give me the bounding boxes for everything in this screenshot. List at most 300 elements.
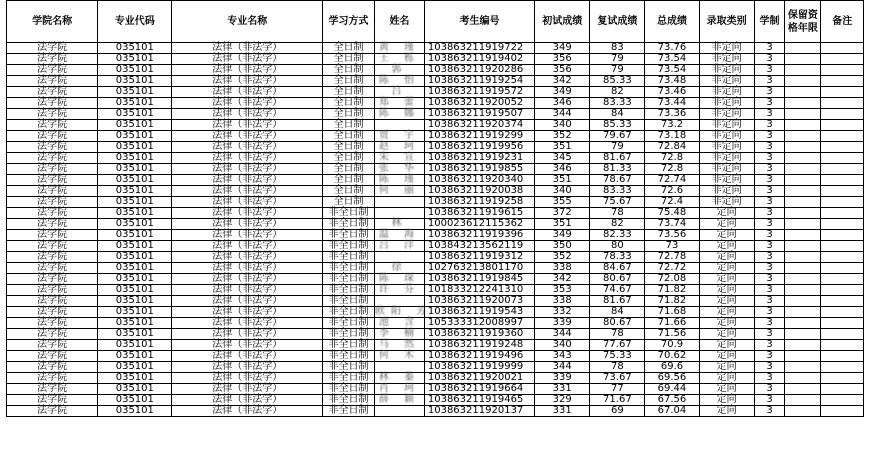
- cell-college: 法学院: [7, 120, 98, 131]
- cell-name: [375, 274, 425, 285]
- cell-admission-type: 非定向: [699, 142, 754, 153]
- cell-major-name: 法律（非法学）: [172, 274, 323, 285]
- cell-candidate-id: 101833212241310: [424, 285, 534, 296]
- cell-major-code: 035101: [98, 164, 172, 175]
- cell-duration: 3: [754, 263, 785, 274]
- cell-retest-score: 82: [590, 87, 645, 98]
- cell-candidate-id: 103863211919360: [424, 329, 534, 340]
- cell-study-mode: 非全日制: [323, 395, 375, 406]
- cell-major-name: 法律（非法学）: [172, 384, 323, 395]
- cell-duration: 3: [754, 197, 785, 208]
- cell-major-name: 法律（非法学）: [172, 65, 323, 76]
- cell-major-name: 法律（非法学）: [172, 406, 323, 417]
- cell-duration: 3: [754, 186, 785, 197]
- cell-prelim-score: 351: [535, 219, 590, 230]
- cell-study-mode: 非全日制: [323, 329, 375, 340]
- cell-candidate-id: 102763213801170: [424, 263, 534, 274]
- cell-reserve-years: [785, 76, 821, 87]
- cell-total-score: 69.56: [645, 373, 699, 384]
- cell-total-score: 72.8: [645, 153, 699, 164]
- table-row: [7, 54, 864, 65]
- cell-total-score: 72.8: [645, 164, 699, 175]
- table-row: [7, 43, 864, 54]
- cell-study-mode: 非全日制: [323, 373, 375, 384]
- cell-total-score: 71.82: [645, 285, 699, 296]
- cell-candidate-id: 103863211919402: [424, 54, 534, 65]
- cell-remarks: [821, 307, 864, 318]
- masked-name: 徐: [391, 262, 408, 273]
- cell-retest-score: 73.67: [590, 373, 645, 384]
- cell-admission-type: 非定向: [699, 131, 754, 142]
- table-row: [7, 329, 864, 340]
- masked-name: 陈 娜: [378, 108, 421, 119]
- cell-major-name: 法律（非法学）: [172, 395, 323, 406]
- cell-candidate-id: 103863211920021: [424, 373, 534, 384]
- cell-reserve-years: [785, 65, 821, 76]
- masked-name: 郑 蕾: [378, 97, 421, 108]
- cell-remarks: [821, 109, 864, 120]
- cell-candidate-id: 103863211919722: [424, 43, 534, 54]
- masked-name: 许 芬: [378, 284, 421, 295]
- masked-name: 赵 珂: [378, 141, 421, 152]
- cell-study-mode: 非全日制: [323, 219, 375, 230]
- cell-admission-type: 定向: [699, 318, 754, 329]
- cell-study-mode: 全日制: [323, 54, 375, 65]
- cell-prelim-score: 340: [535, 186, 590, 197]
- cell-duration: 3: [754, 219, 785, 230]
- cell-college: 法学院: [7, 329, 98, 340]
- cell-major-name: 法律（非法学）: [172, 43, 323, 54]
- cell-prelim-score: 332: [535, 307, 590, 318]
- cell-study-mode: 全日制: [323, 131, 375, 142]
- cell-major-code: 035101: [98, 362, 172, 373]
- cell-admission-type: 非定向: [699, 76, 754, 87]
- cell-college: 法学院: [7, 307, 98, 318]
- cell-college: 法学院: [7, 175, 98, 186]
- cell-candidate-id: 103863211919956: [424, 142, 534, 153]
- cell-major-name: 法律（非法学）: [172, 131, 323, 142]
- cell-remarks: [821, 197, 864, 208]
- cell-major-code: 035101: [98, 230, 172, 241]
- cell-major-name: 法律（非法学）: [172, 362, 323, 373]
- cell-admission-type: 非定向: [699, 186, 754, 197]
- cell-remarks: [821, 230, 864, 241]
- cell-remarks: [821, 252, 864, 263]
- cell-candidate-id: 103863211919572: [424, 87, 534, 98]
- cell-prelim-score: 338: [535, 296, 590, 307]
- table-row: [7, 384, 864, 395]
- cell-major-name: 法律（非法学）: [172, 318, 323, 329]
- table-row: [7, 142, 864, 153]
- cell-candidate-id: 103863211919507: [424, 109, 534, 120]
- cell-college: 法学院: [7, 197, 98, 208]
- cell-duration: 3: [754, 329, 785, 340]
- cell-name: [375, 263, 425, 274]
- cell-major-name: 法律（非法学）: [172, 186, 323, 197]
- cell-remarks: [821, 318, 864, 329]
- cell-name: [375, 318, 425, 329]
- cell-total-score: 71.66: [645, 318, 699, 329]
- cell-total-score: 72.78: [645, 252, 699, 263]
- masked-name: 何 木: [378, 350, 421, 361]
- cell-remarks: [821, 351, 864, 362]
- table-row: [7, 131, 864, 142]
- cell-college: 法学院: [7, 153, 98, 164]
- cell-college: 法学院: [7, 65, 98, 76]
- cell-retest-score: 77: [590, 384, 645, 395]
- cell-candidate-id: 103863211919396: [424, 230, 534, 241]
- cell-admission-type: 非定向: [699, 175, 754, 186]
- cell-name: [375, 153, 425, 164]
- table-row: [7, 373, 864, 384]
- header-candidate-id: 考生编号: [424, 1, 534, 43]
- table-row: [7, 252, 864, 263]
- cell-total-score: 67.56: [645, 395, 699, 406]
- cell-major-code: 035101: [98, 274, 172, 285]
- cell-remarks: [821, 186, 864, 197]
- cell-name: [375, 76, 425, 87]
- cell-reserve-years: [785, 153, 821, 164]
- masked-name: 陈 琛: [378, 273, 421, 284]
- cell-prelim-score: 356: [535, 54, 590, 65]
- table-row: [7, 241, 864, 252]
- cell-total-score: 69.6: [645, 362, 699, 373]
- cell-duration: 3: [754, 296, 785, 307]
- masked-name: 欧阳 芳: [375, 306, 433, 317]
- cell-reserve-years: [785, 197, 821, 208]
- cell-prelim-score: 346: [535, 98, 590, 109]
- cell-major-code: 035101: [98, 384, 172, 395]
- table-row: [7, 109, 864, 120]
- cell-reserve-years: [785, 406, 821, 417]
- cell-study-mode: 全日制: [323, 175, 375, 186]
- cell-remarks: [821, 175, 864, 186]
- cell-major-code: 035101: [98, 263, 172, 274]
- cell-major-name: 法律（非法学）: [172, 98, 323, 109]
- cell-name: [375, 241, 425, 252]
- cell-study-mode: 非全日制: [323, 384, 375, 395]
- header-duration: 学制: [754, 1, 785, 43]
- cell-remarks: [821, 208, 864, 219]
- cell-college: 法学院: [7, 109, 98, 120]
- cell-major-name: 法律（非法学）: [172, 120, 323, 131]
- cell-admission-type: 定向: [699, 230, 754, 241]
- cell-total-score: 71.82: [645, 296, 699, 307]
- cell-name: [375, 329, 425, 340]
- cell-college: 法学院: [7, 384, 98, 395]
- cell-total-score: 72.4: [645, 197, 699, 208]
- masked-name: 吕 洋: [378, 240, 421, 251]
- cell-candidate-id: 103863211919615: [424, 208, 534, 219]
- cell-retest-score: 78: [590, 362, 645, 373]
- table-row: [7, 263, 864, 274]
- cell-duration: 3: [754, 274, 785, 285]
- cell-reserve-years: [785, 43, 821, 54]
- cell-college: 法学院: [7, 131, 98, 142]
- cell-reserve-years: [785, 340, 821, 351]
- cell-remarks: [821, 395, 864, 406]
- cell-major-code: 035101: [98, 87, 172, 98]
- cell-major-code: 035101: [98, 65, 172, 76]
- cell-remarks: [821, 164, 864, 175]
- cell-total-score: 72.72: [645, 263, 699, 274]
- cell-major-code: 035101: [98, 186, 172, 197]
- cell-name: [375, 164, 425, 175]
- cell-college: 法学院: [7, 373, 98, 384]
- cell-study-mode: 全日制: [323, 153, 375, 164]
- cell-prelim-score: 344: [535, 329, 590, 340]
- cell-major-name: 法律（非法学）: [172, 241, 323, 252]
- cell-name: [375, 54, 425, 65]
- cell-major-name: 法律（非法学）: [172, 175, 323, 186]
- cell-name: [375, 120, 425, 131]
- cell-reserve-years: [785, 120, 821, 131]
- cell-name: [375, 131, 425, 142]
- cell-study-mode: 非全日制: [323, 241, 375, 252]
- cell-prelim-score: 352: [535, 131, 590, 142]
- cell-major-code: 035101: [98, 98, 172, 109]
- cell-college: 法学院: [7, 318, 98, 329]
- masked-name: 何 丽: [378, 185, 421, 196]
- table-row: [7, 175, 864, 186]
- cell-admission-type: 定向: [699, 307, 754, 318]
- cell-prelim-score: 338: [535, 263, 590, 274]
- cell-major-code: 035101: [98, 153, 172, 164]
- cell-reserve-years: [785, 131, 821, 142]
- cell-reserve-years: [785, 142, 821, 153]
- cell-duration: 3: [754, 241, 785, 252]
- masked-name: 朱 宣: [378, 152, 421, 163]
- cell-remarks: [821, 373, 864, 384]
- cell-major-name: 法律（非法学）: [172, 263, 323, 274]
- cell-study-mode: 非全日制: [323, 252, 375, 263]
- cell-study-mode: 全日制: [323, 142, 375, 153]
- table-row: [7, 318, 864, 329]
- cell-retest-score: 79: [590, 142, 645, 153]
- cell-duration: 3: [754, 362, 785, 373]
- cell-remarks: [821, 54, 864, 65]
- cell-admission-type: 非定向: [699, 65, 754, 76]
- cell-major-name: 法律（非法学）: [172, 164, 323, 175]
- cell-retest-score: 85.33: [590, 76, 645, 87]
- cell-total-score: 73.54: [645, 65, 699, 76]
- cell-duration: 3: [754, 230, 785, 241]
- cell-duration: 3: [754, 406, 785, 417]
- cell-college: 法学院: [7, 208, 98, 219]
- cell-college: 法学院: [7, 340, 98, 351]
- cell-duration: 3: [754, 98, 785, 109]
- cell-total-score: 73: [645, 241, 699, 252]
- cell-study-mode: 非全日制: [323, 362, 375, 373]
- cell-total-score: 71.68: [645, 307, 699, 318]
- cell-prelim-score: 344: [535, 109, 590, 120]
- cell-major-code: 035101: [98, 340, 172, 351]
- cell-name: [375, 340, 425, 351]
- cell-major-code: 035101: [98, 373, 172, 384]
- cell-duration: 3: [754, 307, 785, 318]
- cell-major-name: 法律（非法学）: [172, 54, 323, 65]
- cell-remarks: [821, 340, 864, 351]
- cell-major-code: 035101: [98, 285, 172, 296]
- cell-college: 法学院: [7, 296, 98, 307]
- cell-reserve-years: [785, 329, 821, 340]
- cell-admission-type: 定向: [699, 351, 754, 362]
- cell-prelim-score: 331: [535, 406, 590, 417]
- cell-retest-score: 82.33: [590, 230, 645, 241]
- cell-prelim-score: 346: [535, 164, 590, 175]
- cell-college: 法学院: [7, 164, 98, 175]
- cell-reserve-years: [785, 318, 821, 329]
- cell-prelim-score: 342: [535, 76, 590, 87]
- cell-prelim-score: 344: [535, 362, 590, 373]
- cell-college: 法学院: [7, 230, 98, 241]
- cell-name: [375, 406, 425, 417]
- cell-remarks: [821, 65, 864, 76]
- header-retest-score: 复试成绩: [590, 1, 645, 43]
- cell-duration: 3: [754, 76, 785, 87]
- cell-remarks: [821, 285, 864, 296]
- cell-name: [375, 373, 425, 384]
- cell-name: [375, 87, 425, 98]
- cell-retest-score: 81.67: [590, 296, 645, 307]
- cell-study-mode: 非全日制: [323, 263, 375, 274]
- cell-major-name: 法律（非法学）: [172, 153, 323, 164]
- cell-prelim-score: 349: [535, 87, 590, 98]
- cell-candidate-id: 103863211920052: [424, 98, 534, 109]
- cell-duration: 3: [754, 340, 785, 351]
- cell-remarks: [821, 87, 864, 98]
- cell-duration: 3: [754, 208, 785, 219]
- cell-name: [375, 65, 425, 76]
- cell-remarks: [821, 76, 864, 87]
- cell-major-name: 法律（非法学）: [172, 296, 323, 307]
- cell-candidate-id: 103863211919496: [424, 351, 534, 362]
- cell-retest-score: 78: [590, 208, 645, 219]
- table-row: [7, 120, 864, 131]
- cell-major-code: 035101: [98, 351, 172, 362]
- cell-retest-score: 78.33: [590, 252, 645, 263]
- cell-candidate-id: 103863211920286: [424, 65, 534, 76]
- cell-total-score: 73.46: [645, 87, 699, 98]
- cell-reserve-years: [785, 263, 821, 274]
- cell-candidate-id: 103863211919543: [424, 307, 534, 318]
- cell-candidate-id: 103863211920137: [424, 406, 534, 417]
- cell-candidate-id: 103863211920340: [424, 175, 534, 186]
- cell-admission-type: 定向: [699, 219, 754, 230]
- cell-college: 法学院: [7, 285, 98, 296]
- header-name: 姓名: [375, 1, 425, 43]
- cell-remarks: [821, 241, 864, 252]
- cell-reserve-years: [785, 98, 821, 109]
- cell-prelim-score: 343: [535, 351, 590, 362]
- cell-duration: 3: [754, 131, 785, 142]
- cell-reserve-years: [785, 351, 821, 362]
- cell-study-mode: 全日制: [323, 120, 375, 131]
- cell-retest-score: 83.33: [590, 186, 645, 197]
- table-row: [7, 340, 864, 351]
- cell-total-score: 70.9: [645, 340, 699, 351]
- table-row: [7, 219, 864, 230]
- cell-admission-type: 定向: [699, 362, 754, 373]
- cell-major-code: 035101: [98, 120, 172, 131]
- cell-duration: 3: [754, 153, 785, 164]
- header-admission-type: 录取类别: [699, 1, 754, 43]
- cell-retest-score: 80.67: [590, 318, 645, 329]
- cell-major-code: 035101: [98, 43, 172, 54]
- cell-duration: 3: [754, 175, 785, 186]
- cell-reserve-years: [785, 252, 821, 263]
- cell-major-code: 035101: [98, 109, 172, 120]
- cell-prelim-score: 356: [535, 65, 590, 76]
- cell-college: 法学院: [7, 87, 98, 98]
- cell-name: [375, 142, 425, 153]
- cell-remarks: [821, 131, 864, 142]
- cell-name: [375, 197, 425, 208]
- cell-retest-score: 74.67: [590, 285, 645, 296]
- cell-admission-type: 非定向: [699, 197, 754, 208]
- cell-study-mode: 全日制: [323, 87, 375, 98]
- admission-table: [6, 0, 864, 417]
- cell-candidate-id: 103863211920038: [424, 186, 534, 197]
- cell-major-code: 035101: [98, 197, 172, 208]
- cell-reserve-years: [785, 186, 821, 197]
- masked-name: 贾 宇: [378, 130, 421, 141]
- cell-prelim-score: 349: [535, 43, 590, 54]
- cell-retest-score: 75.33: [590, 351, 645, 362]
- cell-reserve-years: [785, 373, 821, 384]
- table-row: [7, 208, 864, 219]
- cell-candidate-id: 103863211919299: [424, 131, 534, 142]
- cell-retest-score: 80.67: [590, 274, 645, 285]
- header-total-score: 总成绩: [645, 1, 699, 43]
- cell-major-code: 035101: [98, 142, 172, 153]
- cell-candidate-id: 103863211919312: [424, 252, 534, 263]
- cell-remarks: [821, 153, 864, 164]
- header-study-mode: 学习方式: [323, 1, 375, 43]
- masked-name: 林: [391, 218, 408, 229]
- cell-reserve-years: [785, 230, 821, 241]
- masked-name: 张 华: [378, 163, 421, 174]
- cell-study-mode: 全日制: [323, 109, 375, 120]
- cell-admission-type: 非定向: [699, 54, 754, 65]
- cell-remarks: [821, 274, 864, 285]
- cell-prelim-score: 351: [535, 175, 590, 186]
- cell-college: 法学院: [7, 252, 98, 263]
- cell-college: 法学院: [7, 362, 98, 373]
- masked-name: 黄 瑾: [378, 42, 421, 53]
- cell-major-name: 法律（非法学）: [172, 307, 323, 318]
- cell-college: 法学院: [7, 395, 98, 406]
- cell-candidate-id: 103843213562119: [424, 241, 534, 252]
- cell-major-name: 法律（非法学）: [172, 197, 323, 208]
- cell-reserve-years: [785, 362, 821, 373]
- cell-candidate-id: 103863211920073: [424, 296, 534, 307]
- cell-prelim-score: 339: [535, 373, 590, 384]
- cell-major-name: 法律（非法学）: [172, 109, 323, 120]
- cell-major-name: 法律（非法学）: [172, 340, 323, 351]
- cell-total-score: 73.76: [645, 43, 699, 54]
- cell-candidate-id: 103863211919664: [424, 384, 534, 395]
- table-row: [7, 87, 864, 98]
- cell-college: 法学院: [7, 76, 98, 87]
- cell-admission-type: 定向: [699, 384, 754, 395]
- cell-candidate-id: 100023612115362: [424, 219, 534, 230]
- cell-remarks: [821, 329, 864, 340]
- cell-total-score: 73.74: [645, 219, 699, 230]
- header-college: 学院名称: [7, 1, 98, 43]
- cell-admission-type: 定向: [699, 329, 754, 340]
- cell-major-code: 035101: [98, 241, 172, 252]
